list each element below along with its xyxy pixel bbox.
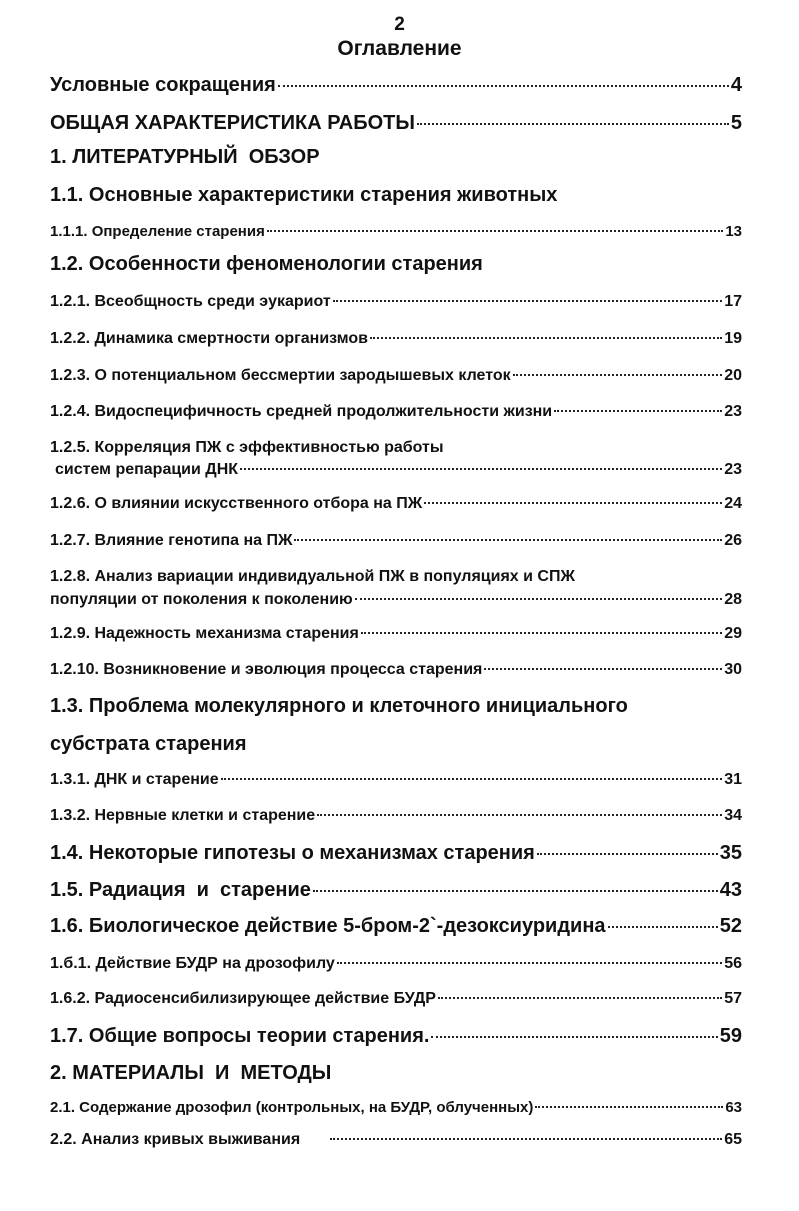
toc-entry bbox=[50, 293, 742, 311]
dot-leader bbox=[608, 926, 718, 928]
toc-entry-title: 1.3.2. Нервные клетки и старение bbox=[50, 807, 316, 824]
toc-entry-title: 1.2.10. Возникновение и эволюция процесса старения bbox=[50, 661, 483, 678]
toc-section-heading: 1.2. Особенности феноменологии старения bbox=[50, 253, 483, 275]
toc-section-heading: 1.3. Проблема молекулярного и клеточного инициального bbox=[50, 695, 628, 717]
toc-entry-page: 26 bbox=[724, 532, 742, 549]
page-title: Оглавление bbox=[337, 37, 462, 60]
toc-entry-title: 1.2.4. Видоспецифичность средней продолжительности жизни bbox=[50, 403, 553, 420]
toc-entry bbox=[50, 625, 742, 643]
toc-entry-page: 56 bbox=[724, 955, 742, 972]
toc-entry-title: 1.3.1. ДНК и старение bbox=[50, 771, 219, 788]
dot-leader bbox=[424, 502, 722, 504]
toc-entry bbox=[50, 915, 742, 938]
toc-entry bbox=[50, 223, 742, 240]
toc-entry-page: 30 bbox=[724, 661, 742, 678]
toc-chapter-heading: 2. МАТЕРИАЛЫ И МЕТОДЫ bbox=[50, 1062, 332, 1084]
toc-entry-title: 1.7. Общие вопросы теории старения. bbox=[50, 1025, 430, 1047]
dot-leader bbox=[317, 814, 722, 816]
toc-entry-title: 1.2.9. Надежность механизма старения bbox=[50, 625, 359, 642]
toc-entry-page: 5 bbox=[730, 112, 742, 134]
dot-leader bbox=[313, 890, 718, 892]
dot-leader bbox=[294, 539, 722, 541]
toc-entry-page: 59 bbox=[719, 1025, 742, 1047]
toc-entry-page: 13 bbox=[725, 223, 742, 240]
toc-entry-page: 57 bbox=[724, 990, 742, 1007]
toc-entry bbox=[50, 591, 742, 609]
toc-entry-title: 1.2.3. О потенциальном бессмертии зародышевых клеток bbox=[50, 367, 511, 384]
dot-leader bbox=[513, 374, 723, 376]
toc-entry bbox=[50, 807, 742, 825]
dot-leader bbox=[278, 85, 729, 87]
dot-leader bbox=[554, 410, 722, 412]
dot-leader bbox=[537, 853, 718, 855]
toc-entry-title-line1: 1.2.8. Анализ вариации индивидуальной ПЖ в популяциях и СПЖ bbox=[50, 568, 575, 585]
toc-entry bbox=[50, 955, 742, 973]
page-number: 2 bbox=[394, 14, 405, 35]
toc-entry bbox=[50, 1099, 742, 1116]
dot-leader bbox=[267, 230, 723, 232]
dot-leader bbox=[438, 997, 722, 999]
toc-entry-title: 1.6. Биологическое действие 5-бром-2`-дезоксиуридина bbox=[50, 915, 606, 937]
toc-entry-page: 43 bbox=[719, 879, 742, 901]
toc-entry-page: 17 bbox=[724, 293, 742, 310]
toc-entry-page: 35 bbox=[719, 842, 742, 864]
dot-leader bbox=[417, 123, 729, 125]
dot-leader bbox=[361, 632, 722, 634]
toc-entry-title: 1.б.1. Действие БУДР на дрозофилу bbox=[50, 955, 335, 972]
toc-entry-page: 29 bbox=[724, 625, 742, 642]
toc-chapter-heading: 1. ЛИТЕРАТУРНЫЙ ОБЗОР bbox=[50, 146, 320, 168]
dot-leader bbox=[221, 778, 723, 780]
toc-entry bbox=[50, 330, 742, 348]
toc-entry bbox=[50, 879, 742, 902]
toc-section-heading-line2: субстрата старения bbox=[50, 733, 247, 755]
toc-entry-page: 19 bbox=[724, 330, 742, 347]
toc-entry bbox=[50, 842, 742, 865]
toc-entry-title: 1.2.2. Динамика смертности организмов bbox=[50, 330, 368, 347]
toc-entry-title: 2.2. Анализ кривых выживания bbox=[50, 1131, 301, 1148]
toc-entry bbox=[50, 74, 742, 97]
toc-entry-title: систем репарации ДНК bbox=[55, 461, 239, 478]
toc-entry-page: 24 bbox=[724, 495, 742, 512]
toc-entry-title: 1.1.1. Определение старения bbox=[50, 223, 265, 240]
dot-leader bbox=[333, 300, 723, 302]
toc-entry-title: 1.2.7. Влияние генотипа на ПЖ bbox=[50, 532, 293, 549]
toc-entry-page: 63 bbox=[725, 1099, 742, 1116]
toc-entry-page: 20 bbox=[724, 367, 742, 384]
dot-leader bbox=[240, 468, 722, 470]
toc-entry-title: популяции от поколения к поколению bbox=[50, 591, 353, 608]
toc-entry-page: 31 bbox=[724, 771, 742, 788]
toc-entry-page: 34 bbox=[724, 807, 742, 824]
toc-entry-page: 28 bbox=[724, 591, 742, 608]
toc-entry bbox=[50, 1025, 742, 1048]
toc-entry bbox=[50, 403, 742, 421]
toc-entry bbox=[50, 990, 742, 1008]
toc-entry-title: 1.2.6. О влиянии искусственного отбора на ПЖ bbox=[50, 495, 423, 512]
toc-entry bbox=[50, 495, 742, 513]
toc-section-heading: 1.1. Основные характеристики старения животных bbox=[50, 184, 558, 206]
toc-entry bbox=[50, 1131, 742, 1149]
toc-entry-title-line1: 1.2.5. Корреляция ПЖ с эффективностью работы bbox=[50, 439, 444, 456]
toc-entry bbox=[50, 367, 742, 385]
toc-entry bbox=[50, 661, 742, 679]
toc-entry-title: 1.5. Радиация и старение bbox=[50, 879, 311, 901]
toc-entry-title: 1.6.2. Радиосенсибилизирующее действие БУДР bbox=[50, 990, 436, 1007]
toc-entry-page: 4 bbox=[730, 74, 742, 96]
toc-entry bbox=[50, 461, 742, 479]
toc-entry bbox=[50, 771, 742, 789]
toc-entry-title: 1.2.1. Всеобщность среди эукариот bbox=[50, 293, 331, 310]
toc-entry-title: Условные сокращения bbox=[50, 74, 276, 96]
toc-entry-title: 2.1. Содержание дрозофил (контрольных, на БУДР, облученных) bbox=[50, 1099, 534, 1116]
dot-leader bbox=[431, 1036, 717, 1038]
dot-leader bbox=[484, 668, 722, 670]
dot-leader bbox=[535, 1106, 723, 1108]
dot-leader bbox=[337, 962, 722, 964]
dot-leader bbox=[370, 337, 722, 339]
toc-entry-page: 65 bbox=[724, 1131, 742, 1148]
dot-leader bbox=[355, 598, 722, 600]
toc-entry bbox=[50, 112, 742, 135]
toc-entry-page: 23 bbox=[724, 461, 742, 478]
toc-entry-title: ОБЩАЯ ХАРАКТЕРИСТИКА РАБОТЫ bbox=[50, 112, 415, 134]
toc-entry-title: 1.4. Некоторые гипотезы о механизмах старения bbox=[50, 842, 535, 864]
dot-leader bbox=[330, 1138, 722, 1140]
toc-entry bbox=[50, 532, 742, 550]
toc-entry-page: 23 bbox=[724, 403, 742, 420]
toc-entry-page: 52 bbox=[719, 915, 742, 937]
